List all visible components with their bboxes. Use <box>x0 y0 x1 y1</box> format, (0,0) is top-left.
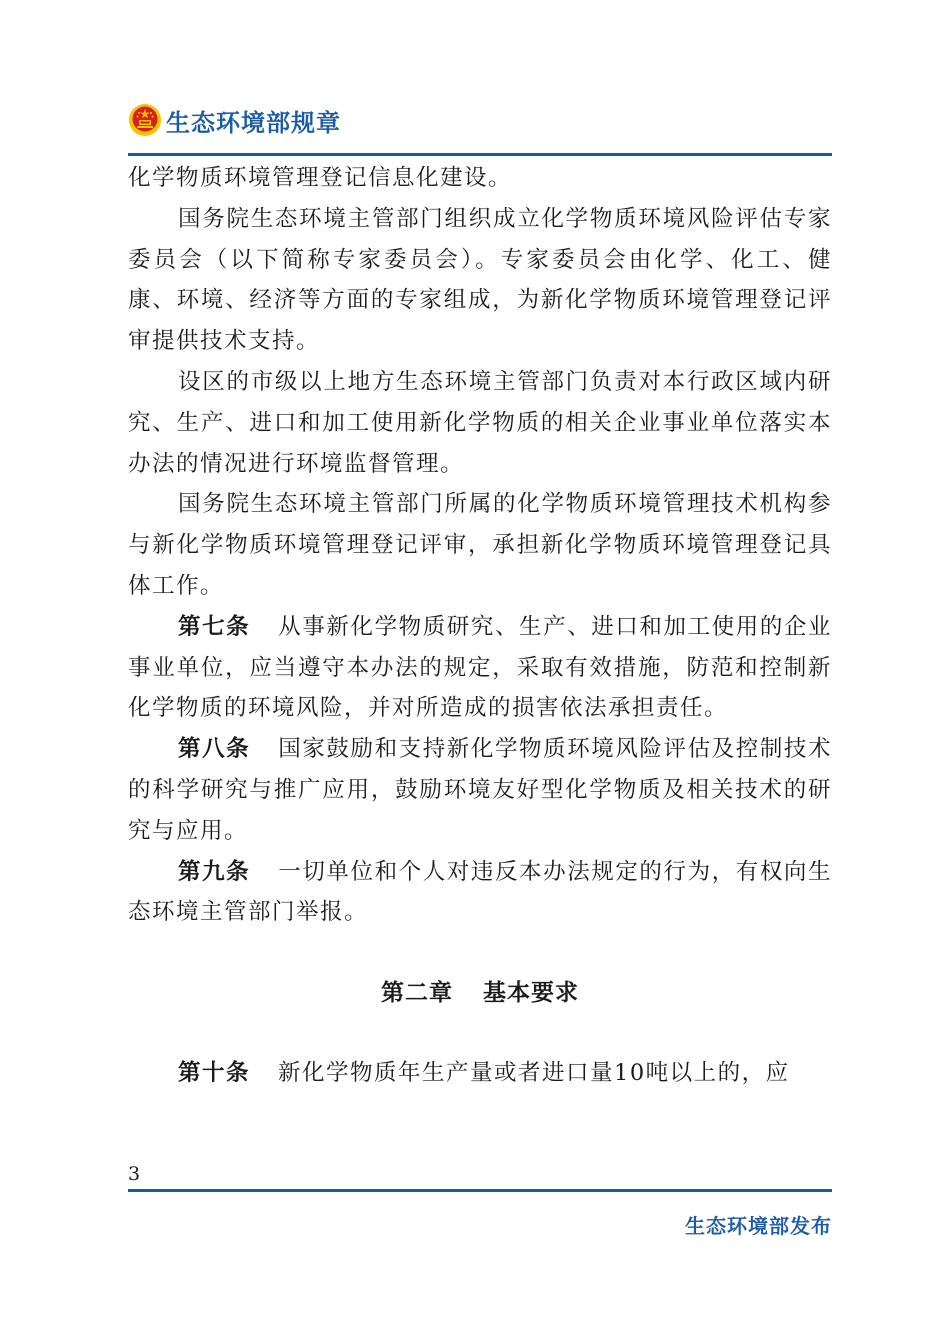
page-number: 3 <box>128 1163 141 1185</box>
article-label: 第九条 <box>178 858 251 885</box>
article-9 <box>128 852 832 934</box>
page-header <box>128 100 341 140</box>
article-7 <box>128 607 832 729</box>
article-text: 从事新化学物质研究、生产、进口和加工使用的企业事业单位，应当遵守本办法的规定，采取有效措施，防范和控制新化学物质的环境风险，并对所造成的损害依法承担责任。 <box>128 613 832 722</box>
paragraph: 国务院生态环境主管部门组织成立化学物质环境风险评估专家委员会（以下简称专家委员会）。专家委员会由化学、化工、健康、环境、经济等方面的专家组成，为新化学物质环境管理登记评审提供技术支持。 <box>128 205 832 355</box>
footer-publisher: 生态环境部发布 <box>685 1214 832 1238</box>
article-8 <box>128 729 832 851</box>
chapter-heading <box>128 973 832 1013</box>
header-title: 生态环境部规章 <box>166 108 341 137</box>
article-text: 国家鼓励和支持新化学物质环境风险评估及控制技术的科学研究与推广应用，鼓励环境友好型化学物质及相关技术的研究与应用。 <box>128 736 832 844</box>
article-10 <box>128 1053 832 1094</box>
footer-divider <box>128 1189 832 1192</box>
header-divider <box>128 153 832 156</box>
chapter-title: 基本要求 <box>483 980 579 1007</box>
paragraph: 国务院生态环境主管部门所属的化学物质环境管理技术机构参与新化学物质环境管理登记评审，承担新化学物质环境管理登记具体工作。 <box>128 491 832 599</box>
chapter-number: 第二章 <box>381 980 453 1007</box>
national-emblem-icon <box>128 103 162 137</box>
document-body <box>128 158 832 1094</box>
article-text: 一切单位和个人对违反本办法规定的行为，有权向生态环境主管部门举报。 <box>128 858 832 926</box>
paragraph: 设区的市级以上地方生态环境主管部门负责对本行政区域内研究、生产、进口和加工使用新化学物质的相关企业事业单位落实本办法的情况进行环境监督管理。 <box>128 368 832 477</box>
article-label: 第七条 <box>178 613 251 640</box>
article-label: 第八条 <box>178 736 251 763</box>
paragraph: 化学物质环境管理登记信息化建设。 <box>128 165 513 191</box>
article-text: 新化学物质年生产量或者进口量10吨以上的，应 <box>278 1060 790 1087</box>
article-label: 第十条 <box>178 1060 251 1087</box>
